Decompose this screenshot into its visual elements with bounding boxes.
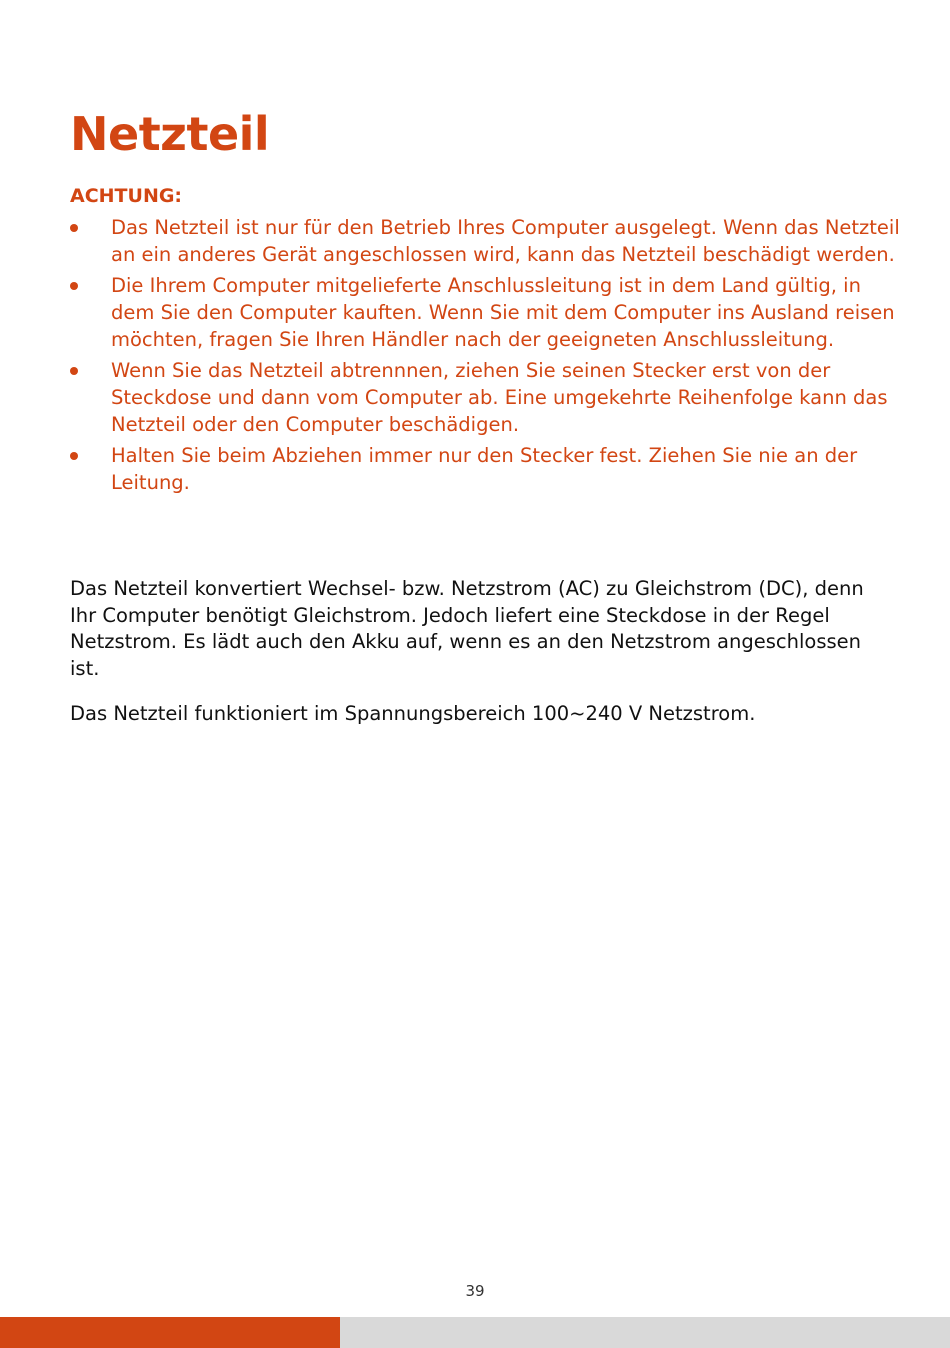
body-paragraph: Das Netzteil konvertiert Wechsel- bzw. Netzstrom (AC) zu Gleichstrom (DC), denn Ihr Computer benötigt Gleichstrom. Jedoch liefert eine Steckdose in der Regel Netzstrom. Es lädt auch den Akku auf, wenn es an den Netzstrom angeschlossen ist. [70,577,864,680]
bullet-icon [70,282,78,290]
bullet-icon [70,367,78,375]
bullet-icon [70,452,78,460]
body-text [70,576,890,747]
page-title: Netzteil [70,107,270,161]
caution-item-text: Die Ihrem Computer mitgelieferte Anschlussleitung ist in dem Land gültig, in dem Sie den Computer kauften. Wenn Sie mit dem Computer ins Ausland reisen möchten, fragen Sie Ihren Händler nach der geeigneten Anschlussleitung. [111,274,895,351]
caution-item-text: Wenn Sie das Netzteil abtrennnen, ziehen Sie seinen Stecker erst von der Steckdose und dann vom Computer ab. Eine umgekehrte Reihenfolge kann das Netzteil oder den Computer beschädigen. [111,359,888,436]
caution-list [70,214,900,496]
caution-block [70,183,900,500]
bullet-icon [70,224,78,232]
caution-item [70,357,900,438]
caution-item [70,214,900,268]
caution-item [70,442,900,496]
page-number: 39 [465,1282,485,1300]
caution-item-text: Das Netzteil ist nur für den Betrieb Ihres Computer ausgelegt. Wenn das Netzteil an ein anderes Gerät angeschlossen wird, kann das Netzteil beschädigt werden. [111,216,900,266]
body-paragraph: Das Netzteil funktioniert im Spannungsbereich 100~240 V Netzstrom. [70,702,756,725]
caution-heading: ACHTUNG: [70,185,183,207]
footer-bar-gray [340,1317,950,1348]
caution-item [70,272,900,353]
footer-bar-accent [0,1317,340,1348]
caution-item-text: Halten Sie beim Abziehen immer nur den Stecker fest. Ziehen Sie nie an der Leitung. [111,444,858,494]
